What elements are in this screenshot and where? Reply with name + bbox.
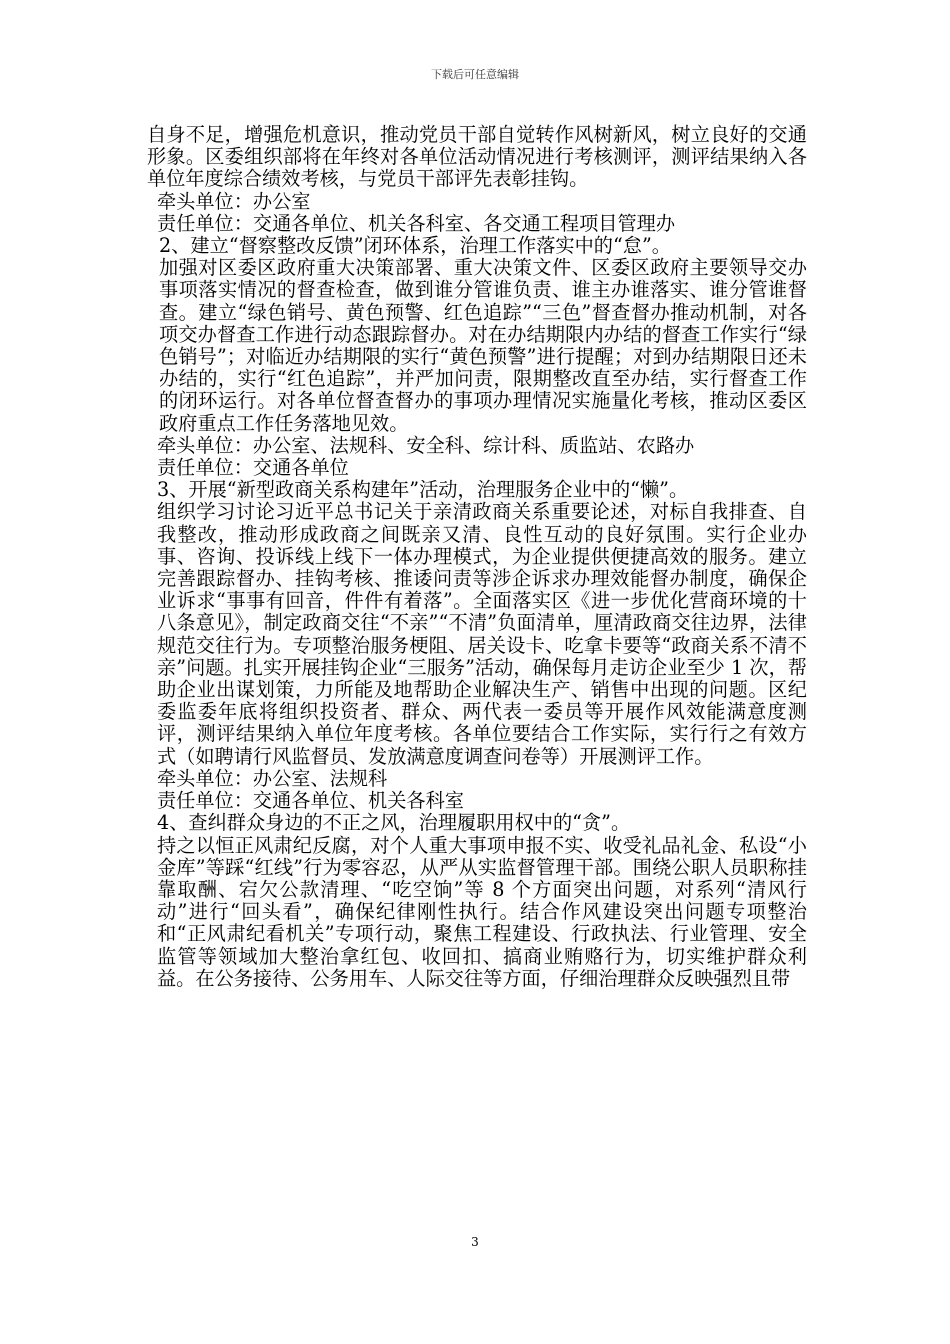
paragraph-section-2: 加强对区委区政府重大决策部署、重大决策文件、区委区政府主要领导交办事项落实情况的督查检查，做到谁分管谁负责、谁主办谁落实、谁分管谁督查。建立“绿色销号、黄色预警、红色追踪”“三色”督查督办推动机制，对各项交办督查工作进行动态跟踪督办。对在办结期限内办结的督查工作实行“绿色销号”；对临近办结期限的实行“黄色预警”进行提醒；对到办结期限日还未办结的，实行“红色追踪”，并严加问责，限期整改直至办结，实行督查工作的闭环运行。对各单位督查督办的事项办理情况实施量化考核，推动区委区政府重点工作任务落地见效。	[159, 256, 807, 435]
paragraph-section-4: 持之以恒正风肃纪反腐，对个人重大事项申报不实、收受礼品礼金、私设“小金库”等踩“红线”行为零容忍，从严从实监督管理干部。围绕公职人员职称挂靠取酬、宕欠公款清理、“吃空饷”等 8 个方面突出问题，对系列“清风行动”进行“回头看”，确保纪律刚性执行。结合作风建设突出问题专项整治和“正风肃纪看机关”专项行动，聚焦工程建设、行政执法、行业管理、安全监管等领域加大整治拿红包、收回扣、搞商业贿赂行为，切实维护群众利益。在公务接待、公务用车、人际交往等方面，仔细治理群众反映强烈且带	[157, 833, 807, 990]
responsible-unit-line: 责任单位：交通各单位、机关各科室、各交通工程项目管理办	[157, 211, 676, 235]
page-header-note: 下载后可任意编辑	[431, 68, 519, 81]
responsible-unit-line: 责任单位：交通各单位、机关各科室	[157, 789, 464, 813]
lead-unit-line: 牵头单位：办公室、法规科、安全科、综计科、质监站、农路办	[157, 433, 695, 457]
document-body	[147, 124, 807, 990]
lead-unit-line: 牵头单位：办公室	[157, 189, 311, 213]
page-number: 3	[471, 1235, 479, 1249]
paragraph-section-3: 组织学习讨论习近平总书记关于亲清政商关系重要论述，对标自我排查、自我整改，推动形成政商之间既亲又清、良性互动的良好氛围。实行企业办事、咨询、投诉线上线下一体办理模式，为企业提供便捷高效的服务。建立完善跟踪督办、挂钩考核、推诿问责等涉企诉求办理效能督办制度，确保企业诉求“事事有回音，件件有着落”。全面落实区《进一步优化营商环境的十八条意见》，制定政商交往“不亲”“不清”负面清单，厘清政商交往边界，法律规范交往行为。专项整治服务梗阻、居关设卡、吃拿卡要等“政商关系不清不亲”问题。扎实开展挂钩企业“三服务”活动，确保每月走访企业至少 1 次，帮助企业出谋划策，力所能及地帮助企业解决生产、销售中出现的问题。区纪委监委年底将组织投资者、群众、两代表一委员等开展作风效能满意度测评，测评结果纳入单位年度考核。各单位要结合工作实际，实行行之有效方式（如聘请行风监督员、发放满意度调查问卷等）开展测评工作。	[157, 500, 807, 768]
lead-unit-line: 牵头单位：办公室、法规科	[157, 766, 388, 790]
responsible-unit-line: 责任单位：交通各单位	[157, 456, 349, 480]
section-heading-3: 3、开展“新型政商关系构建年”活动，治理服务企业中的“懒”。	[157, 478, 689, 502]
section-heading-2: 2、建立“督察整改反馈”闭环体系，治理工作落实中的“怠”。	[159, 234, 671, 258]
paragraph-intro-continuation: 自身不足，增强危机意识，推动党员干部自觉转作风树新风，树立良好的交通形象。区委组织部将在年终对各单位活动情况进行考核测评，测评结果纳入各单位年度综合绩效考核，与党员干部评先表彰挂钩。	[147, 123, 807, 191]
section-heading-4: 4、查纠群众身边的不正之风，治理履职用权中的“贪”。	[157, 811, 631, 835]
